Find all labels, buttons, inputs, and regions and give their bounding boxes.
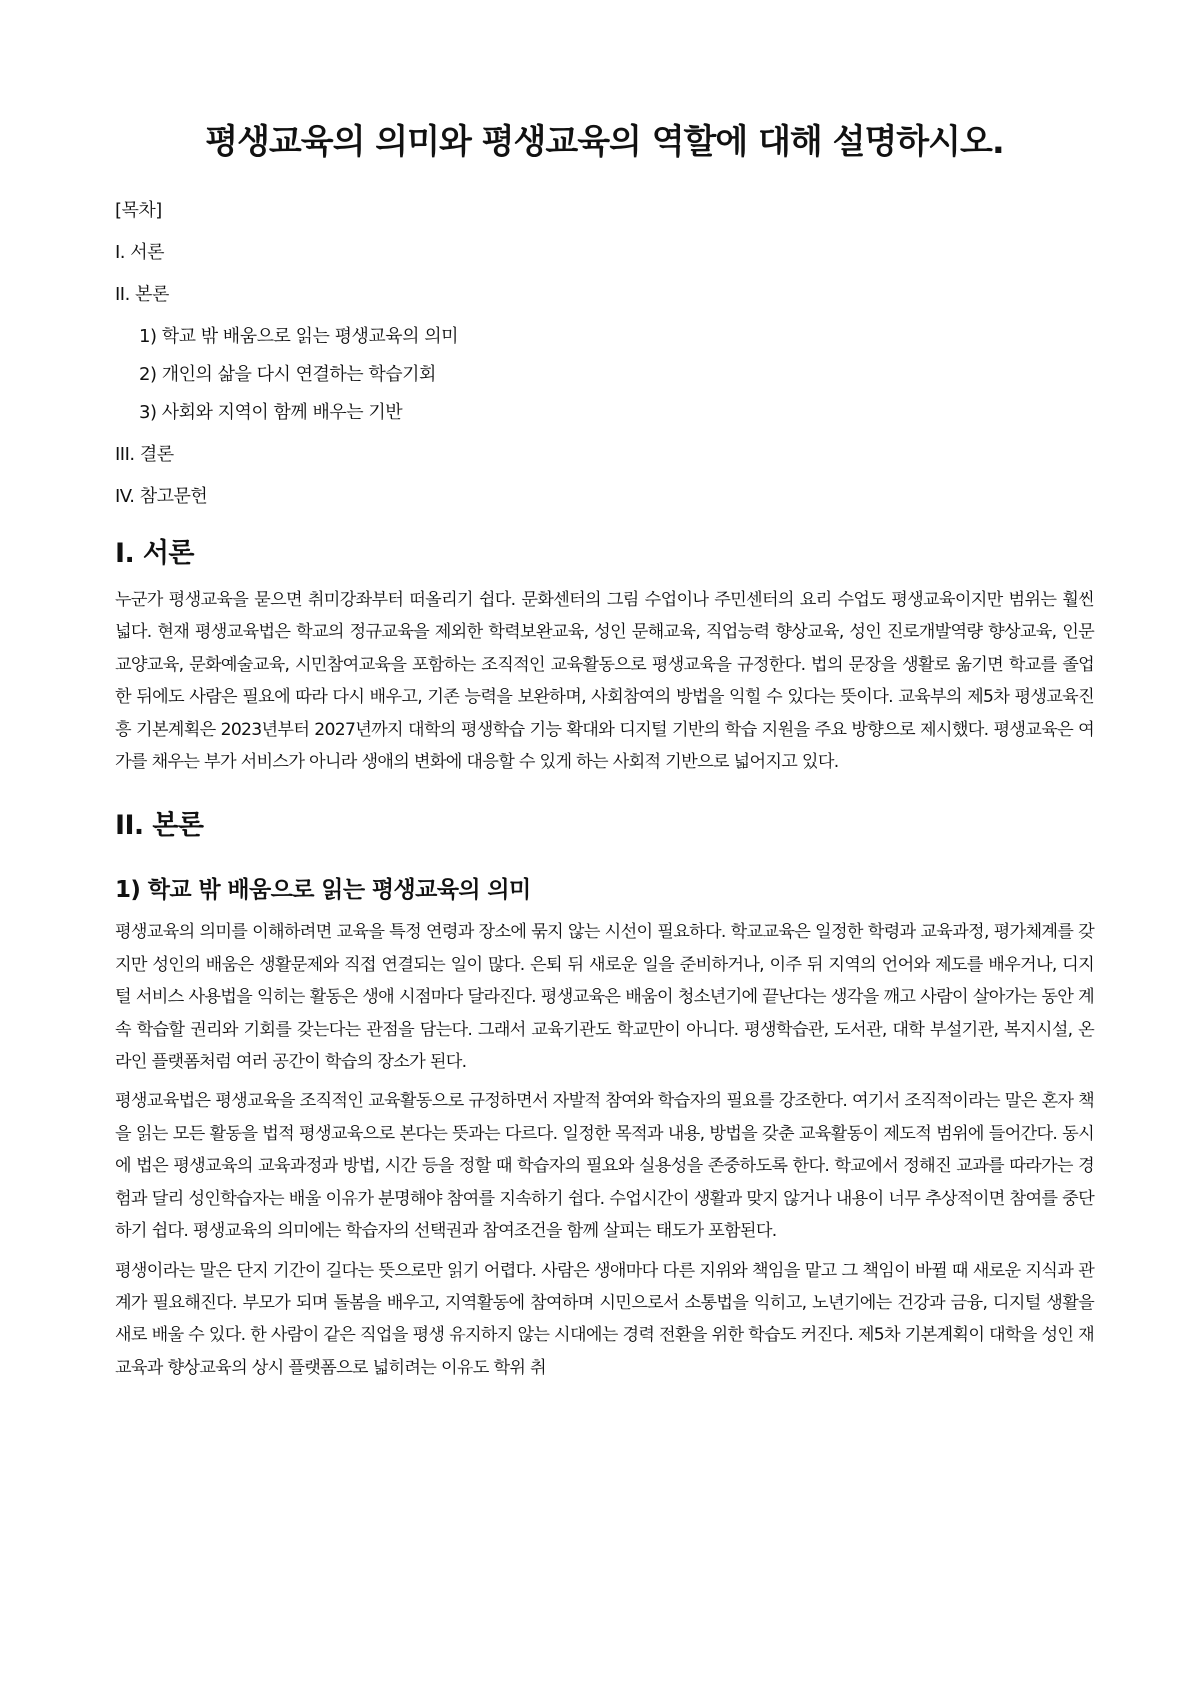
toc-item: III. 결론 bbox=[115, 444, 174, 465]
toc-subitem: 1) 학교 밖 배움으로 읽는 평생교육의 의미 bbox=[139, 326, 459, 347]
intro-heading: I. 서론 bbox=[115, 538, 194, 569]
body-paragraph: 평생이라는 말은 단지 기간이 길다는 뜻으로만 읽기 어렵다. 사람은 생애마다 다른 지위와 책임을 맡고 그 책임이 바뀔 때 새로운 지식과 관계가 필요해진다. 부모가 되며 돌봄을 배우고, 지역활동에 참여하며 시민으로서 소통법을 익히고, 노년기에는 건강과 금융, 디지털 생활을 새로 배울 수 있다. 한 사람이 같은 직업을 평생 유지하지 않는 시대에는 경력 전환을 위한 학습도 커진다. 제5차 기본계획이 대학을 성인 재교육과 향상교육의 상시 플랫폼으로 넓히려는 이유도 학위 취 bbox=[115, 1260, 1094, 1378]
body-paragraph: 평생교육의 의미를 이해하려면 교육을 특정 연령과 장소에 묶지 않는 시선이 필요하다. 학교교육은 일정한 학령과 교육과정, 평가체계를 갖지만 성인의 배움은 생활문제와 직접 연결되는 일이 많다. 은퇴 뒤 새로운 일을 준비하거나, 이주 뒤 지역의 언어와 제도를 배우거나, 디지털 서비스 사용법을 익히는 활동은 생애 시점마다 달라진다. 평생교육은 배움이 청소년기에 끝난다는 생각을 깨고 사람이 살아가는 동안 계속 학습할 권리와 기회를 갖는다는 관점을 담는다. 그래서 교육기관도 학교만이 아니다. 평생학습관, 도서관, 대학 부설기관, 복지시설, 온라인 플랫폼처럼 여러 공간이 학습의 장소가 된다. bbox=[115, 922, 1094, 1073]
toc-item: IV. 참고문헌 bbox=[115, 486, 208, 507]
body-heading: II. 본론 bbox=[115, 810, 204, 842]
document-title: 평생교육의 의미와 평생교육의 역할에 대해 설명하시오. bbox=[205, 122, 1004, 162]
intro-paragraph: 누군가 평생교육을 묻으면 취미강좌부터 떠올리기 쉽다. 문화센터의 그림 수업이나 주민센터의 요리 수업도 평생교육이지만 범위는 훨씬 넓다. 현재 평생교육법은 학교의 정규교육을 제외한 학력보완교육, 성인 문해교육, 직업능력 향상교육, 성인 진로개발역량 향상교육, 인문교양교육, 문화예술교육, 시민참여교육을 포함하는 조직적인 교육활동으로 평생교육을 규정한다. 법의 문장을 생활로 옮기면 학교를 졸업한 뒤에도 사람은 필요에 따라 다시 배우고, 기존 능력을 보완하며, 사회참여의 방법을 익힐 수 있다는 뜻이다. 교육부의 제5차 평생교육진흥 기본계획은 2023년부터 2027년까지 대학의 평생학습 기능 확대와 디지털 기반의 학습 지원을 주요 방향으로 제시했다. 평생교육은 여가를 채우는 부가 서비스가 아니라 생애의 변화에 대응할 수 있게 하는 사회적 기반으로 넓어지고 있다. bbox=[115, 590, 1094, 773]
section1-heading: 1) 학교 밖 배움으로 읽는 평생교육의 의미 bbox=[115, 877, 531, 904]
toc-item: II. 본론 bbox=[115, 284, 169, 305]
body-paragraph: 평생교육법은 평생교육을 조직적인 교육활동으로 규정하면서 자발적 참여와 학습자의 필요를 강조한다. 여기서 조직적이라는 말은 혼자 책을 읽는 모든 활동을 법적 평생교육으로 본다는 뜻과는 다르다. 일정한 목적과 내용, 방법을 갖춘 교육활동이 제도적 범위에 들어간다. 동시에 법은 평생교육의 교육과정과 방법, 시간 등을 정할 때 학습자의 필요와 실용성을 존중하도록 한다. 학교에서 정해진 교과를 따라가는 경험과 달리 성인학습자는 배울 이유가 분명해야 참여를 지속하기 쉽다. 수업시간이 생활과 맞지 않거나 내용이 너무 추상적이면 참여를 중단하기 쉽다. 평생교육의 의미에는 학습자의 선택권과 참여조건을 함께 살피는 태도가 포함된다. bbox=[115, 1091, 1094, 1242]
toc-item: I. 서론 bbox=[115, 242, 165, 263]
toc-subitem: 3) 사회와 지역이 함께 배우는 기반 bbox=[139, 402, 403, 423]
toc-subitem: 2) 개인의 삶을 다시 연결하는 학습기회 bbox=[139, 364, 436, 385]
table-of-contents bbox=[115, 198, 1094, 510]
toc-heading: [목차] bbox=[115, 200, 162, 221]
